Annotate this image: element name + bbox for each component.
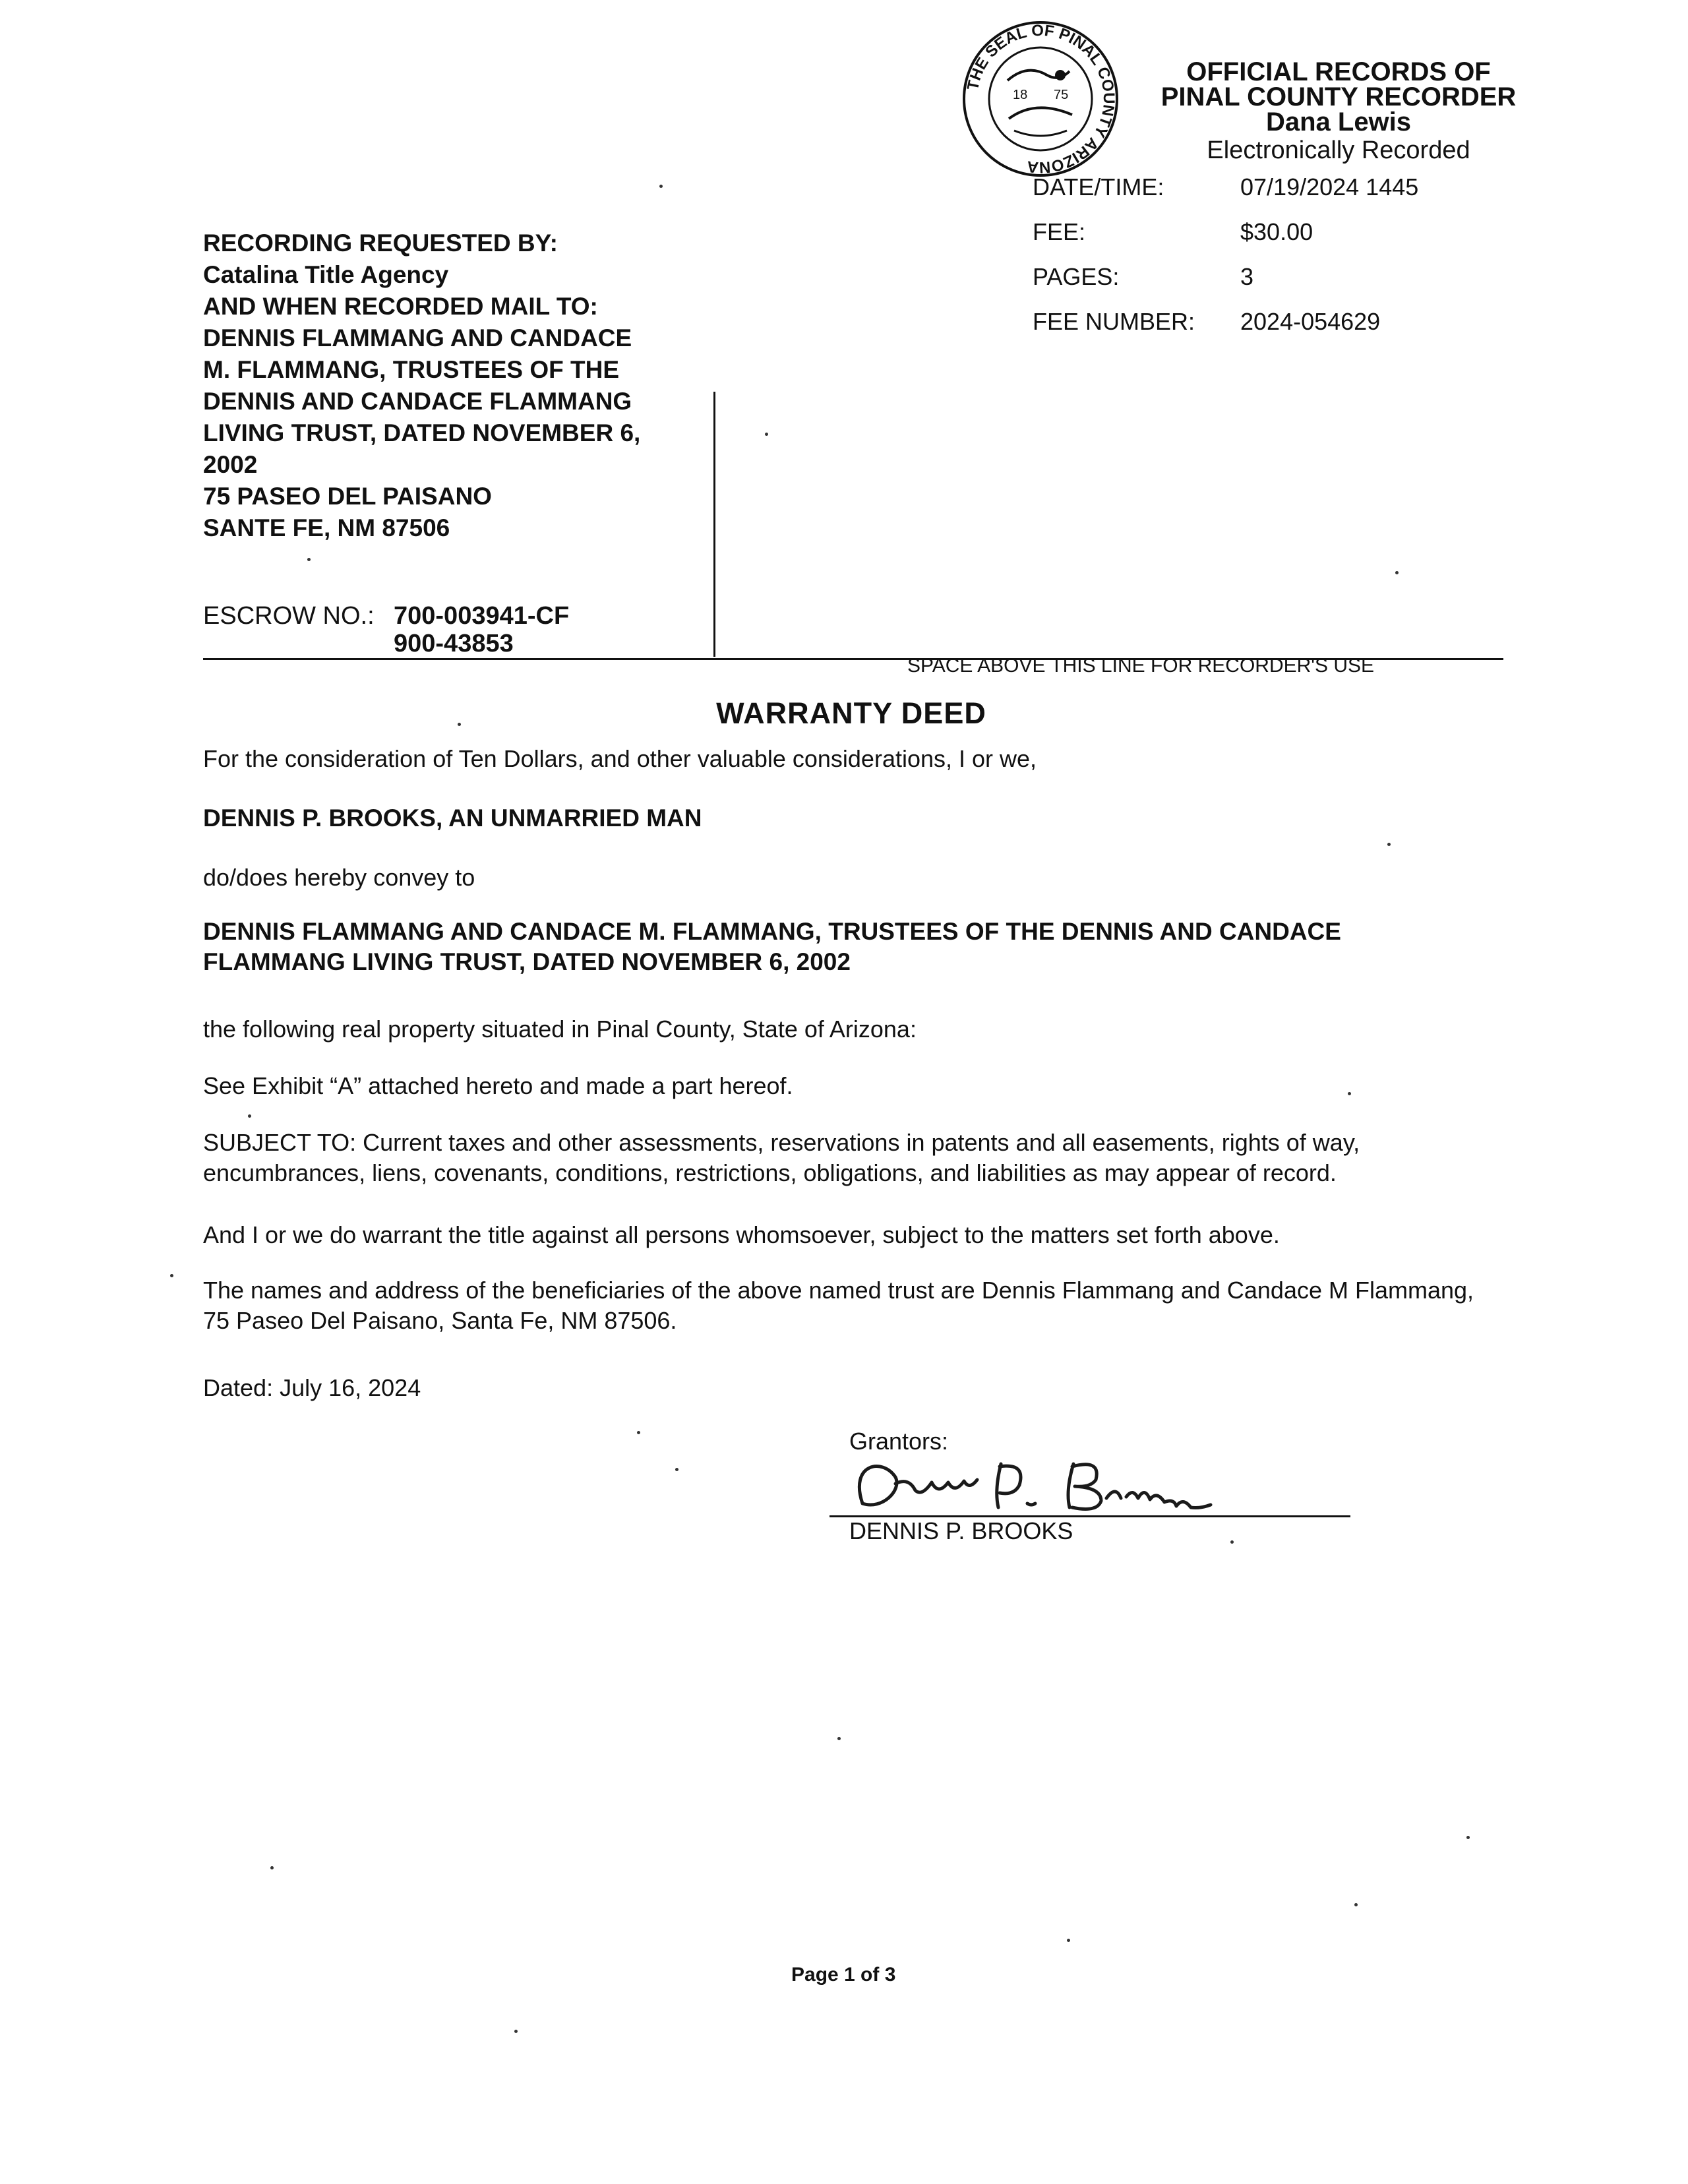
request-line: DENNIS FLAMMANG AND CANDACE <box>203 324 632 351</box>
seal-text: THE SEAL OF PINAL COUNTY ARIZONA <box>963 21 1118 177</box>
request-line: RECORDING REQUESTED BY: <box>203 229 558 257</box>
meta-label: DATE/TIME: <box>1033 173 1164 200</box>
handwritten-signature <box>836 1438 1337 1517</box>
request-line: LIVING TRUST, DATED NOVEMBER 6, <box>203 419 641 446</box>
scan-speck <box>1466 1836 1470 1839</box>
county-seal <box>961 20 1120 178</box>
meta-row-fee <box>1033 218 1313 247</box>
scan-speck <box>458 723 461 726</box>
scan-speck <box>1354 1903 1358 1906</box>
grantors-label: Grantors: <box>849 1428 949 1455</box>
recorder-header <box>1134 59 1543 135</box>
scan-speck <box>675 1468 678 1471</box>
seal-year-right: 75 <box>1054 88 1069 102</box>
meta-value: $30.00 <box>1240 218 1313 245</box>
consideration-paragraph: For the consideration of Ten Dollars, and other valuable considerations, I or we, <box>203 745 1037 772</box>
scan-speck <box>659 185 663 188</box>
warranty-paragraph: And I or we do warrant the title against all persons whomsoever, subject to the matters set forth above. <box>203 1221 1280 1248</box>
scan-speck <box>1230 1540 1234 1544</box>
recorder-use-note: SPACE ABOVE THIS LINE FOR RECORDER'S USE <box>907 655 1375 677</box>
scan-speck <box>514 2030 518 2033</box>
beneficiaries-paragraph: The names and address of the beneficiaries of the above named trust are Dennis Flammang and Candace M Flammang, 75 Paseo Del Paisano, Santa Fe, NM 87506. <box>203 1277 1474 1334</box>
grantor-paragraph: DENNIS P. BROOKS, AN UNMARRIED MAN <box>203 804 702 832</box>
scan-speck <box>170 1274 173 1277</box>
request-line: M. FLAMMANG, TRUSTEES OF THE <box>203 356 620 383</box>
grantor-name: DENNIS P. BROOKS <box>849 1517 1073 1544</box>
property-paragraph: the following real property situated in Pinal County, State of Arizona: <box>203 1016 917 1043</box>
scan-speck <box>270 1866 274 1869</box>
escrow-label: ESCROW NO.: <box>203 602 375 630</box>
page-number: Page 1 of 3 <box>791 1964 896 1986</box>
scan-speck <box>1395 571 1399 574</box>
recorder-title-line1: OFFICIAL RECORDS OF <box>1186 57 1491 86</box>
meta-row-fee-number <box>1033 307 1380 336</box>
request-line: Catalina Title Agency <box>203 261 449 288</box>
meta-label: FEE: <box>1033 218 1086 245</box>
recorder-title-line2: PINAL COUNTY RECORDER <box>1160 82 1517 111</box>
scan-speck <box>1348 1092 1351 1095</box>
meta-row-pages <box>1033 262 1253 291</box>
vertical-divider <box>713 392 715 657</box>
meta-value: 07/19/2024 1445 <box>1240 173 1419 200</box>
request-line: 75 PASEO DEL PAISANO <box>203 483 492 510</box>
request-line: AND WHEN RECORDED MAIL TO: <box>203 293 598 320</box>
request-line: 2002 <box>203 451 258 478</box>
request-line: DENNIS AND CANDACE FLAMMANG <box>203 388 632 415</box>
scan-speck <box>1067 1939 1070 1942</box>
recording-request-block <box>203 228 704 544</box>
escrow-number-2: 900-43853 <box>394 630 514 657</box>
escrow-number-1: 700-003941-CF <box>394 602 570 630</box>
subject-to-paragraph: SUBJECT TO: Current taxes and other assessments, reservations in patents and all easements, rights of way, encumbrances, liens, covenants, conditions, restrictions, obligations, and liabilities as may appear of record. <box>203 1129 1360 1186</box>
scan-speck <box>307 558 311 561</box>
scan-speck <box>248 1114 251 1118</box>
recorder-subtitle: Electronically Recorded <box>1207 136 1470 164</box>
convey-paragraph: do/does hereby convey to <box>203 864 475 891</box>
scan-speck <box>837 1737 841 1740</box>
scan-speck <box>765 433 768 436</box>
dated-paragraph: Dated: July 16, 2024 <box>203 1374 421 1401</box>
meta-row-datetime <box>1033 173 1418 202</box>
meta-value: 3 <box>1240 263 1254 290</box>
scan-speck <box>637 1431 640 1434</box>
exhibit-paragraph: See Exhibit “A” attached hereto and made a part hereof. <box>203 1072 793 1099</box>
meta-label: PAGES: <box>1033 263 1120 290</box>
recorder-name: Dana Lewis <box>1265 107 1412 136</box>
meta-label: FEE NUMBER: <box>1033 308 1195 335</box>
document-title: WARRANTY DEED <box>716 696 986 730</box>
meta-value: 2024-054629 <box>1240 308 1381 335</box>
grantee-paragraph: DENNIS FLAMMANG AND CANDACE M. FLAMMANG, TRUSTEES OF THE DENNIS AND CANDACE FLAMMANG LIVING TRUST, DATED NOVEMBER 6, 2002 <box>203 918 1341 975</box>
seal-year-left: 18 <box>1013 88 1028 102</box>
scan-speck <box>1387 843 1391 846</box>
request-line: SANTE FE, NM 87506 <box>203 514 450 541</box>
